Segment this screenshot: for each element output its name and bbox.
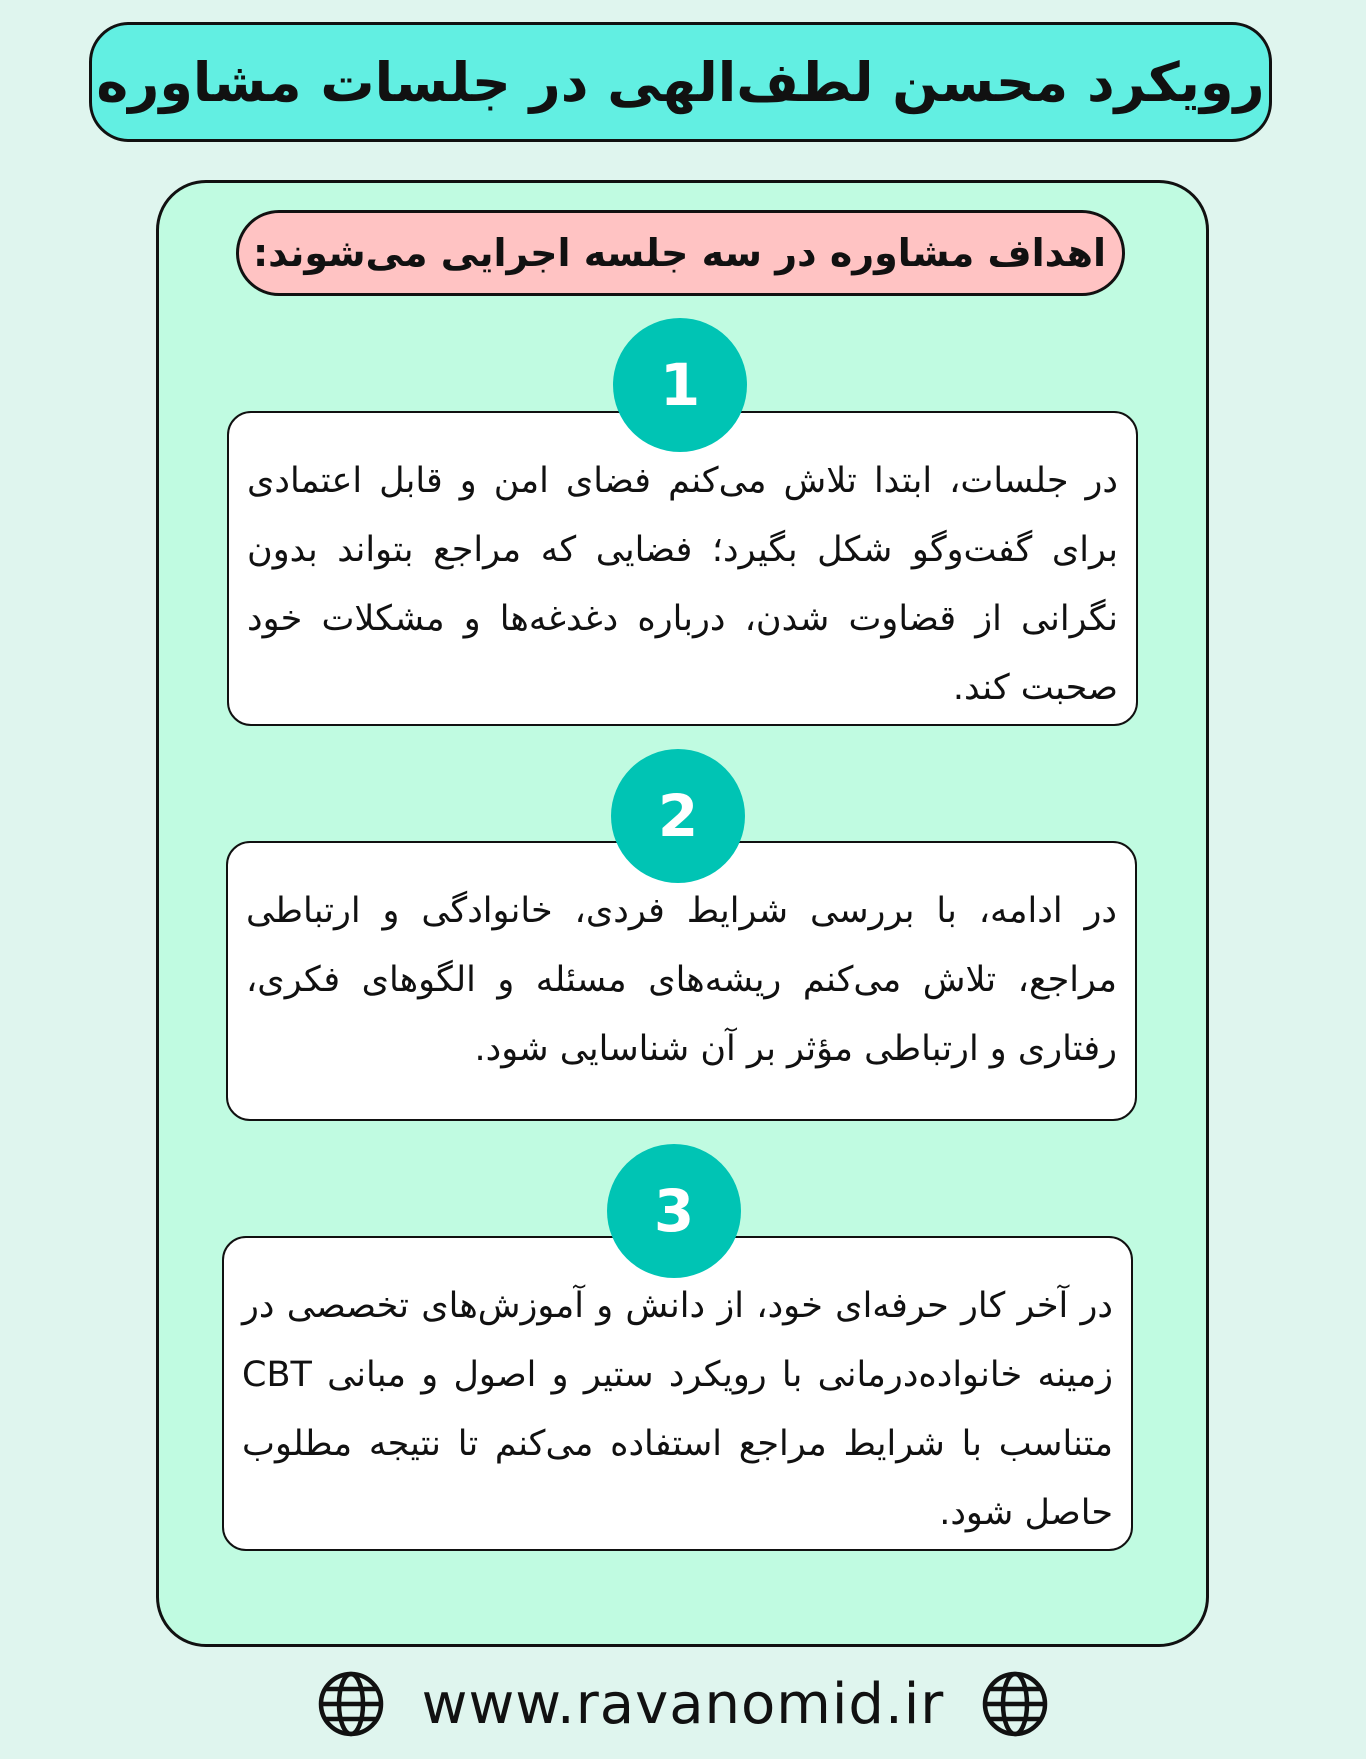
step-text-3: در آخر کار حرفه‌ای خود، از دانش و آموزش‌های تخصصی در زمینه خانواده‌درمانی با رویکرد ستیر و اصول و مبانی CBT متناسب با شرایط مراجع استفاده می‌کنم تا نتیجه مطلوب حاصل شود.	[242, 1286, 1113, 1533]
globe-icon	[316, 1669, 386, 1739]
page-title: رویکرد محسن لطف‌الهی در جلسات مشاوره	[96, 50, 1265, 114]
goals-heading-banner	[236, 210, 1125, 296]
website-link[interactable]: www.ravanomid.ir	[421, 1671, 945, 1737]
step-number-badge-2: 2	[611, 749, 745, 883]
step-card-3	[222, 1236, 1133, 1551]
step-card-1	[227, 411, 1138, 726]
step-card-2	[226, 841, 1137, 1121]
step-text-2: در ادامه، با بررسی شرایط فردی، خانوادگی و ارتباطی مراجع، تلاش می‌کنم ریشه‌های مسئله و الگوهای فکری، رفتاری و ارتباطی مؤثر بر آن شناسایی شود.	[246, 891, 1117, 1069]
step-number-badge-1: 1	[613, 318, 747, 452]
goals-heading: اهداف مشاوره در سه جلسه اجرایی می‌شوند:	[252, 231, 1106, 275]
step-number-badge-3: 3	[607, 1144, 741, 1278]
footer	[0, 1664, 1366, 1744]
step-text-1: در جلسات، ابتدا تلاش می‌کنم فضای امن و قابل اعتمادی برای گفت‌وگو شکل بگیرد؛ فضایی که مراجع بتواند بدون نگرانی از قضاوت شدن، درباره دغدغه‌ها و مشکلات خود صحبت کند.	[247, 461, 1118, 708]
title-banner	[89, 22, 1272, 142]
globe-icon	[980, 1669, 1050, 1739]
